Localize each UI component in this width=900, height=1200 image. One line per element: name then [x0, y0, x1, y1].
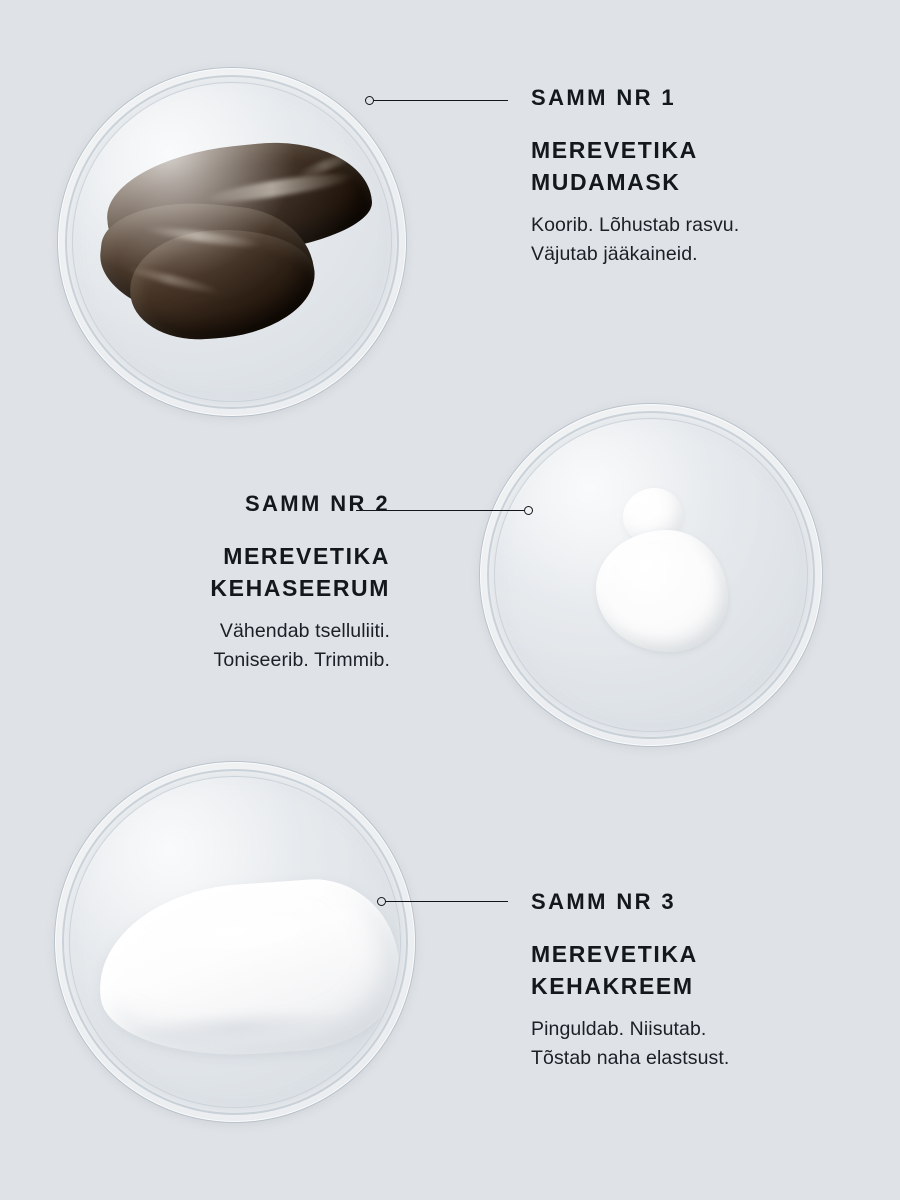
callout-line-1 — [374, 100, 508, 101]
callout-step-3 — [531, 888, 861, 1073]
product-description-2 — [60, 617, 390, 675]
dish-2-contents — [496, 420, 806, 730]
product-description-1-line-1: Koorib. Lõhustab rasvu. — [531, 213, 740, 236]
callout-dot-1 — [365, 96, 374, 105]
product-description-3 — [531, 1015, 861, 1073]
callout-step-2 — [60, 490, 390, 675]
product-name-2 — [60, 540, 390, 605]
product-name-3-line-1: MEREVETIKA — [531, 940, 698, 967]
product-description-1-line-2: Väjutab jääkaineid. — [531, 242, 698, 265]
dish-3-contents — [71, 778, 399, 1106]
product-description-1 — [531, 211, 861, 269]
product-description-2-line-2: Toniseerib. Trimmib. — [213, 648, 390, 671]
callout-dot-2 — [524, 506, 533, 515]
product-description-3-line-2: Tõstab naha elastsust. — [531, 1046, 730, 1069]
petri-dish-3 — [55, 762, 415, 1122]
step-label-3: SAMM NR 3 — [531, 889, 677, 914]
seaweed-mud-mask-swatch — [100, 136, 380, 351]
petri-dish-2 — [480, 404, 822, 746]
product-description-3-line-1: Pinguldab. Niisutab. — [531, 1017, 707, 1040]
product-description-2-line-1: Vähendab tselluliiti. — [219, 619, 390, 642]
product-name-1-line-1: MEREVETIKA — [531, 136, 698, 163]
step-label-2: SAMM NR 2 — [244, 491, 390, 516]
petri-dish-1 — [58, 68, 406, 416]
product-name-3 — [531, 938, 861, 1003]
callout-dot-3 — [377, 897, 386, 906]
step-label-1: SAMM NR 1 — [531, 85, 677, 110]
product-name-1-line-2: MUDAMASK — [531, 169, 681, 196]
product-name-1 — [531, 134, 861, 199]
callout-line-3 — [386, 901, 508, 902]
callout-step-1 — [531, 84, 861, 269]
seaweed-body-cream-swatch — [93, 874, 399, 1065]
product-name-3-line-2: KEHAKREEM — [531, 973, 694, 1000]
dish-1-contents — [74, 84, 390, 400]
product-name-2-line-1: MEREVETIKA — [223, 542, 390, 569]
product-name-2-line-2: KEHASEERUM — [210, 575, 390, 602]
